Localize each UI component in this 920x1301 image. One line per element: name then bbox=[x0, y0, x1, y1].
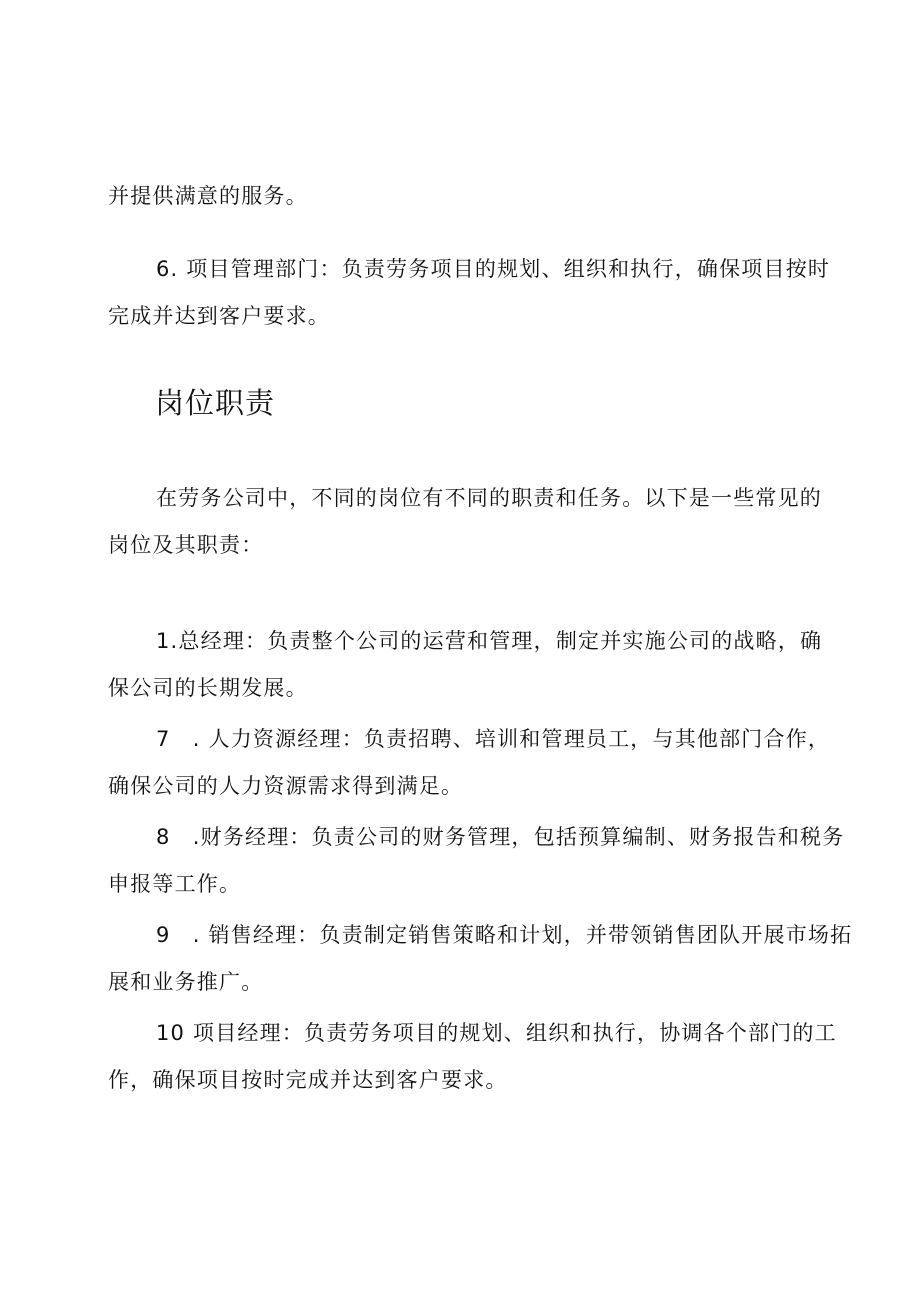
list-item-finance-manager bbox=[108, 814, 845, 908]
paragraph-line: 岗位及其职责： bbox=[108, 533, 264, 557]
paragraph-line: 8 .财务经理：负责公司的财务管理，包括预算编制、财务报告和税务 bbox=[156, 825, 845, 849]
paragraph-intro-tail bbox=[108, 173, 810, 220]
paragraph-line: 在劳务公司中，不同的岗位有不同的职责和任务。以下是一些常见的 bbox=[156, 486, 822, 510]
list-item-project-manager bbox=[108, 1010, 837, 1104]
paragraph-line: 确保公司的人力资源需求得到满足。 bbox=[108, 774, 464, 798]
list-item-hr-manager bbox=[108, 716, 831, 810]
paragraph-line: 7 . 人力资源经理：负责招聘、培训和管理员工，与其他部门合作， bbox=[156, 727, 831, 751]
section-heading: 岗位职责 bbox=[155, 386, 276, 420]
paragraph-line: 并提供满意的服务。 bbox=[108, 184, 308, 208]
paragraph-line: 完成并达到客户要求。 bbox=[108, 304, 330, 328]
paragraph-line: 9 . 销售经理：负责制定销售策略和计划，并带领销售团队开展市场拓 bbox=[156, 923, 853, 947]
paragraph-line: 10 项目经理：负责劳务项目的规划、组织和执行，协调各个部门的工 bbox=[156, 1021, 837, 1045]
list-item-general-manager bbox=[108, 618, 823, 712]
paragraph-overview bbox=[108, 475, 822, 569]
paragraph-line: 6. 项目管理部门：负责劳务项目的规划、组织和执行，确保项目按时 bbox=[156, 257, 831, 281]
paragraph-line: 展和业务推广。 bbox=[108, 970, 264, 994]
paragraph-line: 申报等工作。 bbox=[108, 872, 242, 896]
paragraph-line: 作，确保项目按时完成并达到客户要求。 bbox=[108, 1068, 508, 1092]
paragraph-department-6 bbox=[108, 246, 831, 340]
paragraph-line: 保公司的长期发展。 bbox=[108, 676, 308, 700]
paragraph-line: 1.总经理：负责整个公司的运营和管理，制定并实施公司的战略，确 bbox=[156, 629, 823, 653]
list-item-sales-manager bbox=[108, 912, 853, 1006]
